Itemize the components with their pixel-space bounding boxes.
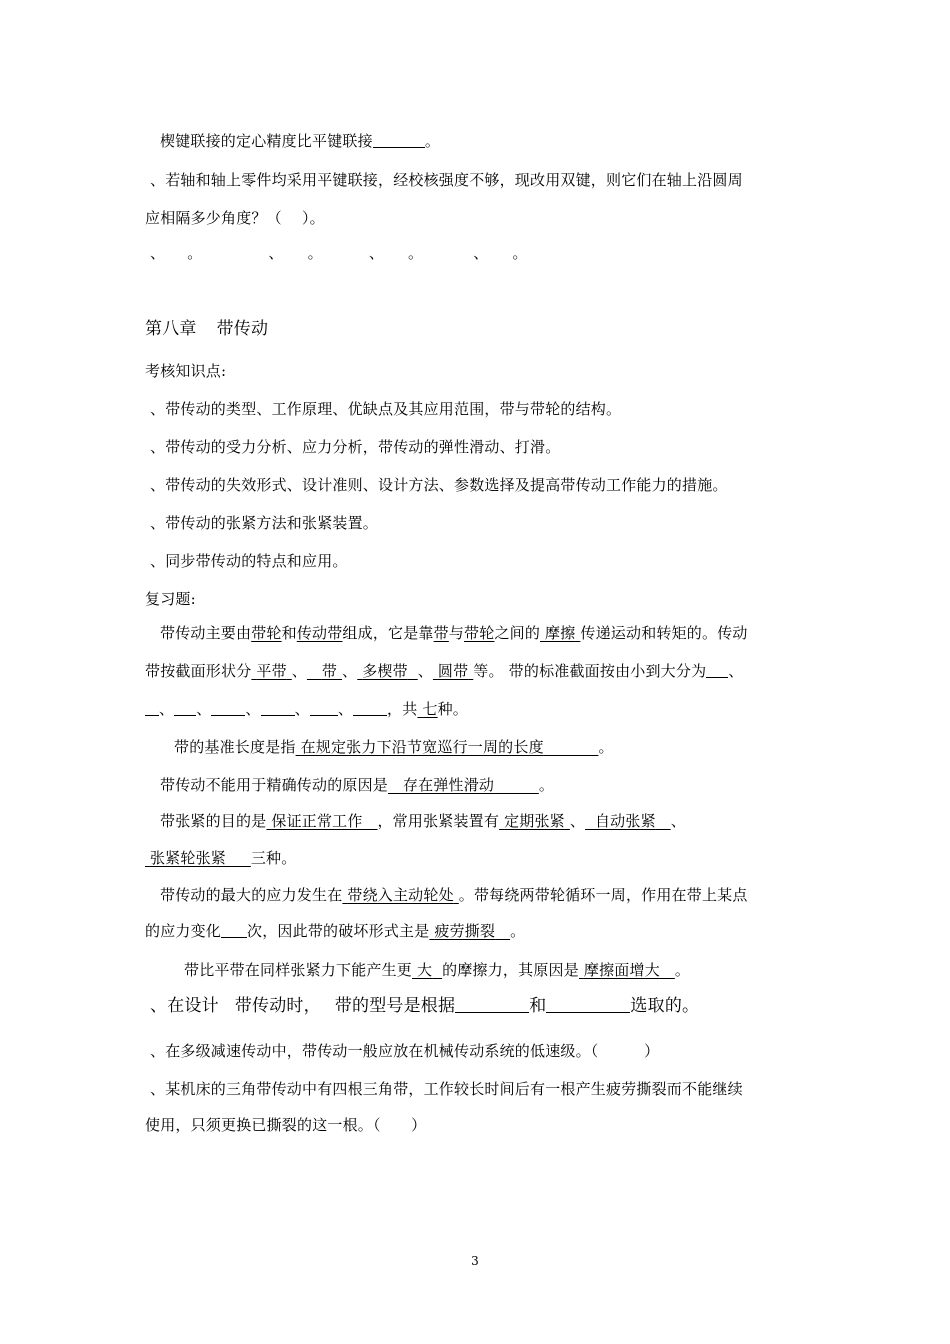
question-line (150, 995, 815, 1017)
question-text: 。 (598, 738, 614, 756)
answer-text (429, 922, 510, 940)
knowledge-point: 、带传动的类型、工作原理、优缺点及其应用范围，带与带轮的结构。 (150, 400, 622, 418)
answer-value: 定期张紧 (504, 812, 565, 830)
answer-value: 自动张紧 (594, 812, 656, 830)
question-text: 带传动主要由 (160, 624, 252, 642)
question-text: 、 (294, 700, 310, 718)
answer-text (296, 738, 599, 756)
choice-options (150, 243, 815, 263)
answer-blank (310, 701, 338, 716)
question-line (174, 737, 839, 757)
question-text: 、 (670, 812, 686, 830)
question-text: 带比平带在同样张紧力下能产生更 (184, 961, 413, 979)
answer-value: 多楔带 (362, 662, 408, 680)
question-text: 。 (424, 132, 441, 150)
answer-value: 带 (321, 662, 338, 680)
question-text: 、 (569, 812, 586, 830)
question-line: 应相隔多少角度？（ ）。 (145, 209, 325, 227)
question-line: 、某机床的三角带传动中有四根三角带，工作较长时间后有一根产生疲劳撕裂而不能继续 (150, 1080, 743, 1098)
question-text: 次，因此带的破坏形式主是 (247, 922, 430, 940)
question-text: 楔键联接的定心精度比平键联接 (160, 132, 373, 150)
question-text: 组成，它是靠 (342, 624, 434, 642)
option-mark: 、 (268, 244, 284, 262)
answer-value: 圆带 (437, 662, 469, 680)
answer-text (307, 662, 342, 680)
answer-text (585, 812, 671, 830)
answer-text: 带轮 (464, 624, 495, 642)
option-mark: 。 (512, 244, 528, 262)
question-text: 、 (291, 662, 307, 680)
question-line (160, 885, 825, 905)
knowledge-point: 、带传动的张紧方法和张紧装置。 (150, 514, 379, 532)
question-line (184, 960, 849, 980)
answer-value: 存在弹性滑动 (402, 776, 495, 794)
question-line: 使用，只须更换已撕裂的这一根。（ ） (145, 1116, 427, 1134)
question-text: 、 (159, 700, 175, 718)
question-text: 带的基准长度是指 (174, 738, 296, 756)
question-text: 带传动时， (234, 996, 321, 1016)
question-text: 传递运动和转矩的。传动 (580, 624, 748, 642)
answer-value: 疲劳撕裂 (434, 922, 496, 940)
answer-value: 摩擦 (545, 624, 576, 642)
answer-text (342, 886, 458, 904)
answer-blank (221, 923, 247, 938)
option-mark: 。 (187, 244, 203, 262)
answer-text (145, 849, 251, 867)
chapter-heading (145, 318, 810, 340)
question-line (145, 699, 810, 719)
question-text: 、 (245, 700, 261, 718)
chapter-title: 带传动 (216, 319, 269, 339)
section-title: 复习题: (145, 590, 196, 608)
question-text: 。 (538, 776, 555, 794)
question-line: 、若轴和轴上零件均采用平键联接，经校核强度不够，现改用双键，则它们在轴上沿圆周 (150, 171, 743, 189)
answer-text: 带 (433, 624, 449, 642)
question-text: 。 (510, 922, 526, 940)
question-text: 带按截面形状分 (145, 662, 252, 680)
chapter-number: 第八章 (145, 319, 197, 339)
question-text: 种。 (437, 700, 468, 718)
answer-text (412, 961, 442, 979)
question-line (145, 661, 810, 681)
question-text: 和 (529, 996, 547, 1016)
question-text: 。带每绕两带轮循环一周，作用在带上某点 (458, 886, 748, 904)
question-text: ，常用张紧装置有 (377, 812, 500, 830)
answer-text (433, 662, 473, 680)
answer-value: 保证正常工作 (271, 812, 363, 830)
knowledge-point: 、同步带传动的特点和应用。 (150, 552, 348, 570)
answer-blank (353, 701, 387, 716)
question-text: 的应力变化 (145, 922, 222, 940)
answer-text (540, 624, 580, 642)
question-text: 。 (674, 961, 691, 979)
question-text: 、 (728, 662, 744, 680)
answer-text (388, 776, 539, 794)
option-mark: 。 (408, 244, 424, 262)
question-text: 带的型号是根据 (334, 996, 456, 1016)
answer-value: 摩擦面增大 (583, 961, 660, 979)
answer-blank (706, 663, 728, 678)
question-line (160, 623, 825, 643)
answer-blank (174, 701, 196, 716)
question-text: 选取的。 (630, 996, 700, 1016)
knowledge-point: 、带传动的受力分析、应力分析，带传动的弹性滑动、打滑。 (150, 438, 561, 456)
question-text: 、 (342, 662, 358, 680)
answer-blank (145, 701, 159, 716)
question-text: 与 (448, 624, 465, 642)
knowledge-point: 、带传动的失效形式、设计准则、设计方法、参数选择及提高带传动工作能力的措施。 (150, 476, 728, 494)
question-text: 、 (196, 700, 212, 718)
answer-blank (261, 701, 295, 716)
question-line (145, 921, 810, 941)
question-text: 带传动不能用于精确传动的原因是 (160, 776, 389, 794)
question-text: 三种。 (250, 849, 297, 867)
answer-value: 平带 (256, 662, 287, 680)
question-text: 、 (417, 662, 433, 680)
question-text: 带张紧的目的是 (160, 812, 267, 830)
page-number: 3 (471, 1254, 479, 1268)
answer-text: 传动带 (296, 624, 343, 642)
answer-blank (546, 996, 630, 1013)
option-mark: 。 (307, 244, 323, 262)
answer-value: 带绕入主动轮处 (347, 886, 454, 904)
answer-blank (455, 996, 529, 1013)
question-text: ，共 (387, 700, 418, 718)
answer-blank (373, 133, 425, 148)
option-mark: 、 (150, 244, 166, 262)
question-text: 、 (337, 700, 354, 718)
question-text: 、在设计 (150, 996, 219, 1016)
answer-text (499, 812, 570, 830)
answer-value: 大 (416, 961, 433, 979)
answer-value: 七 (422, 700, 438, 718)
answer-text (579, 961, 675, 979)
answer-text (357, 662, 418, 680)
answer-text: 带轮 (251, 624, 282, 642)
question-text: 等。 带的标准截面按由小到大分为 (473, 662, 707, 680)
answer-text (266, 812, 377, 830)
answer-value: 张紧轮张紧 (149, 849, 226, 867)
question-line (160, 131, 825, 151)
answer-blank (211, 701, 245, 716)
question-line: 、在多级减速传动中，带传动一般应放在机械传动系统的低速级。（ ） (150, 1042, 660, 1060)
question-line (145, 848, 810, 868)
question-text: 之间的 (494, 624, 541, 642)
answer-text (251, 662, 291, 680)
question-line (160, 811, 825, 831)
option-mark: 、 (368, 244, 385, 262)
option-mark: 、 (473, 244, 489, 262)
question-line (160, 775, 825, 795)
answer-text (417, 700, 437, 718)
answer-value: 在规定张力下沿节宽巡行一周的长度 (300, 738, 544, 756)
question-text: 的摩擦力，其原因是 (442, 961, 579, 979)
question-text: 带传动的最大的应力发生在 (160, 886, 343, 904)
section-title: 考核知识点: (145, 362, 227, 380)
question-text: 和 (281, 624, 297, 642)
